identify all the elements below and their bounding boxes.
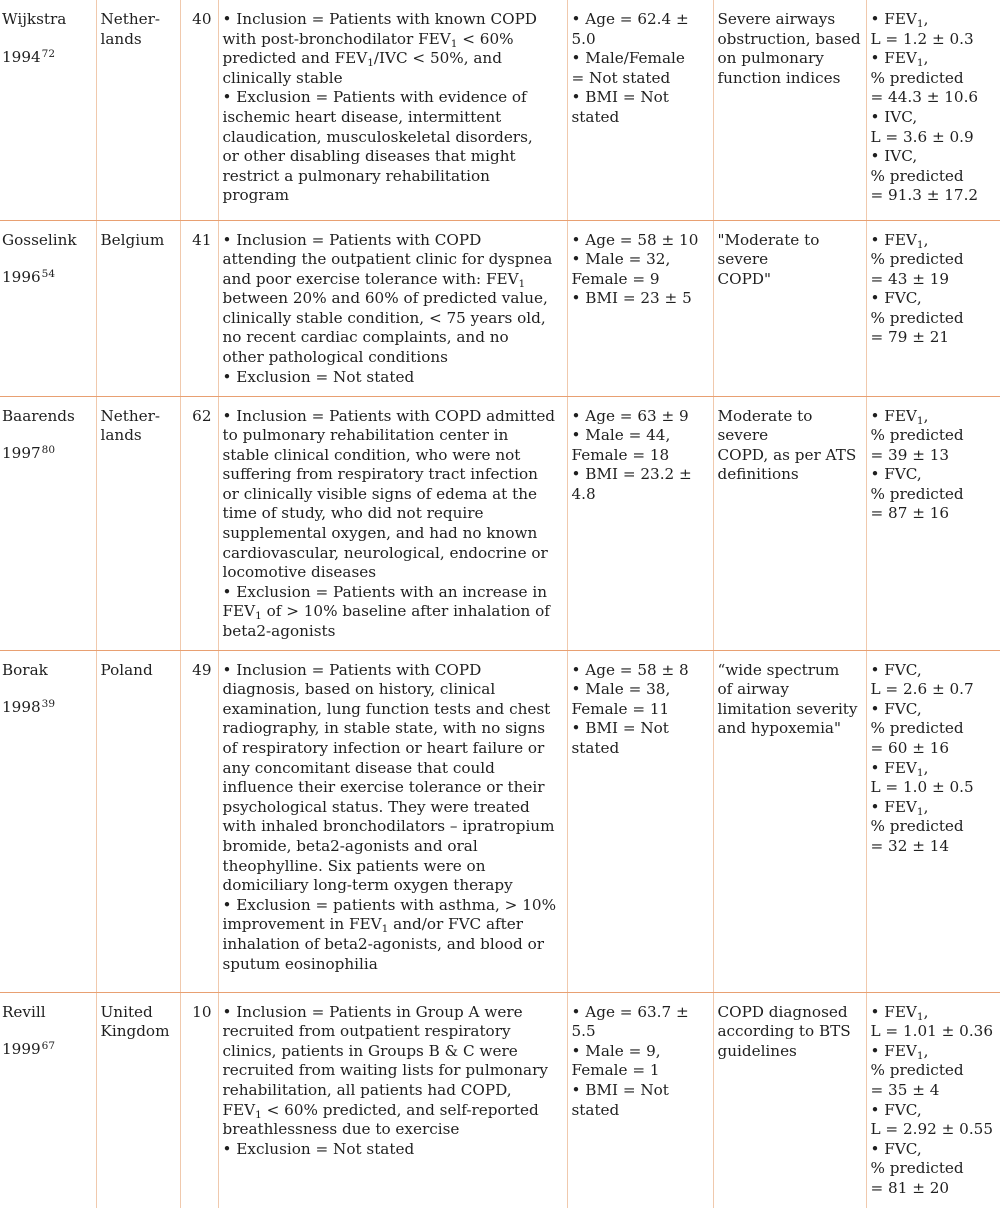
severity-line: limitation severity (717, 699, 858, 718)
criteria-line: • Inclusion = Patients with COPD (222, 660, 482, 679)
country-cell (96, 992, 180, 1208)
criteria-line: • Exclusion = Not stated (222, 367, 415, 386)
lung-function-line: • $FEV_1$, (870, 406, 929, 427)
criteria-line: restrict a pulmonary rehabilitation (222, 166, 490, 185)
criteria-cell (218, 992, 567, 1208)
severity-cell (713, 396, 866, 650)
study-reference: 39 (41, 698, 56, 711)
lung-function-line: • $FEV_1$, (870, 49, 929, 70)
criteria-line: other pathological conditions (222, 348, 448, 367)
lung-function-line: • FVC, (870, 465, 922, 484)
criteria-line: recruited from outpatient respiratory (222, 1022, 511, 1041)
criteria-line: ischemic heart disease, intermittent (222, 107, 502, 126)
lung-function-line: % predicted (870, 484, 964, 503)
subscript: 1 (367, 57, 374, 70)
criteria-line: claudication, musculoskeletal disorders, (222, 127, 533, 146)
study-year: 1994$^{72}$ (2, 47, 56, 66)
demographics-line: = Not stated (571, 68, 671, 87)
lung-function-line: L = 3.6 ± 0.9 (870, 127, 974, 146)
criteria-line: influence their exercise tolerance or their (222, 778, 545, 797)
criteria-line: suffering from respiratory tract infection (222, 465, 538, 484)
criteria-line: • Inclusion = Patients in Group A were (222, 1002, 523, 1021)
criteria-cell (218, 0, 567, 220)
lung-function-line: • FVC, (870, 1139, 922, 1158)
demographics-line: • BMI = Not stated (571, 719, 669, 757)
demographics-line: • Male = 44, (571, 426, 671, 445)
criteria-line: • Inclusion = Patients with COPD (222, 230, 482, 249)
study-reference: 54 (41, 268, 56, 281)
demographics-line: • Male = 32, (571, 250, 671, 269)
table-row (0, 396, 1000, 650)
study-cell (0, 650, 96, 992)
demographics-line: Female = 1 (571, 1061, 660, 1080)
criteria-line: between 20% and 60% of predicted value, (222, 289, 548, 308)
sample-size-cell: 10 (180, 992, 218, 1208)
subscript: 1 (518, 277, 526, 290)
lung-function-cell (866, 220, 1000, 396)
lung-function-line: • $FEV_1$, (870, 230, 929, 251)
demographics-line: • Age = 58 ± 10 (571, 230, 699, 249)
criteria-line: program (222, 186, 290, 205)
lung-function-line: = 81 ± 20 (870, 1178, 950, 1197)
severity-line: COPD" (717, 269, 771, 288)
demographics-line: • Age = 63 ± 9 (571, 406, 689, 425)
lung-function-line: = 43 ± 19 (870, 269, 950, 288)
subscript: 1 (916, 238, 924, 251)
criteria-cell (218, 650, 567, 992)
study-author: Revill (2, 1002, 46, 1021)
lung-function-line: • FVC, (870, 699, 922, 718)
lung-function-line: • $FEV_1$, (870, 1041, 929, 1062)
lung-function-cell (866, 992, 1000, 1208)
criteria-line: of respiratory infection or heart failure or (222, 739, 545, 757)
lung-function-line: L = 2.6 ± 0.7 (870, 680, 974, 699)
lung-function-line: % predicted (870, 166, 964, 185)
criteria-line: any concomitant disease that could (222, 758, 495, 777)
demographics-cell (567, 0, 713, 220)
severity-line: COPD, as per ATS (717, 445, 857, 464)
severity-line: of airway (717, 680, 789, 699)
study-cell (0, 0, 96, 220)
criteria-line: stable clinical condition, who were not (222, 445, 521, 464)
criteria-line: clinically stable (222, 68, 343, 87)
study-author: Gosselink (2, 230, 77, 249)
table-row (0, 0, 1000, 220)
country-line: Nether- (100, 10, 161, 28)
lung-function-line: • $FEV_1$, (870, 758, 929, 779)
subscript: 1 (916, 1049, 924, 1062)
country-cell (96, 650, 180, 992)
lung-function-line: = 60 ± 16 (870, 739, 950, 757)
criteria-line: • Exclusion = Not stated (222, 1139, 415, 1158)
criteria-line: beta2-agonists (222, 622, 336, 641)
criteria-line: $FEV_1 < 60\%$ predicted, and self-reported (222, 1100, 539, 1121)
lung-function-cell (866, 0, 1000, 220)
study-year: 1996$^{54}$ (2, 268, 56, 287)
criteria-line: and poor exercise tolerance with: $FEV_1$ (222, 269, 526, 290)
lung-function-line: • $FEV_1$, (870, 1002, 929, 1023)
study-year: 1997$^{80}$ (2, 444, 56, 463)
severity-cell (713, 0, 866, 220)
criteria-line: locomotive diseases (222, 563, 377, 582)
table-row (0, 220, 1000, 396)
criteria-line: recruited from waiting lists for pulmonary (222, 1061, 548, 1080)
criteria-line: • Exclusion = patients with asthma, > 10% (222, 895, 556, 914)
lung-function-line: L = 2.92 ± 0.55 (870, 1120, 993, 1139)
study-year: 1999$^{67}$ (2, 1040, 56, 1059)
severity-cell (713, 650, 866, 992)
demographics-line: Female = 18 (571, 445, 670, 464)
criteria-line: • Exclusion = Patients with evidence of (222, 88, 527, 107)
demographics-line: • BMI = Not stated (571, 1081, 669, 1119)
criteria-line: time of study, who did not require (222, 504, 484, 523)
criteria-line: $FEV_1$ of > 10% baseline after inhalation of (222, 602, 550, 623)
lung-function-line: % predicted (870, 308, 964, 327)
study-author: Wijkstra (2, 10, 67, 28)
severity-line: obstruction, based (717, 29, 861, 48)
demographics-line: • BMI = Not stated (571, 88, 669, 126)
subscript: 1 (916, 1010, 924, 1023)
lung-function-line: % predicted (870, 719, 964, 738)
criteria-line: examination, lung function tests and chest (222, 699, 551, 718)
criteria-line: domiciliary long-term oxygen therapy (222, 876, 513, 895)
study-cell (0, 992, 96, 1208)
criteria-line: or clinically visible signs of edema at the (222, 484, 537, 503)
lung-function-line: = 79 ± 21 (870, 328, 950, 347)
study-author: Borak (2, 660, 48, 679)
lung-function-line: % predicted (870, 68, 964, 87)
subscript: 1 (255, 1108, 262, 1121)
lung-function-line: = 87 ± 16 (870, 504, 950, 523)
criteria-cell (218, 220, 567, 396)
criteria-line: clinics, patients in Groups B & C were (222, 1041, 518, 1060)
severity-line: definitions (717, 465, 799, 484)
country-cell (96, 0, 180, 220)
subscript: 1 (916, 766, 924, 779)
lung-function-line: % predicted (870, 250, 964, 269)
subscript: 1 (450, 37, 458, 50)
country-line: Poland (100, 660, 153, 679)
criteria-line: • Inclusion = Patients with COPD admitted (222, 406, 556, 425)
criteria-line: supplemental oxygen, and had no known (222, 524, 538, 543)
sample-size-cell: 40 (180, 0, 218, 220)
criteria-line: predicted and $FEV_1$/IVC < 50%, and (222, 49, 502, 70)
criteria-line: rehabilitation, all patients had COPD, (222, 1081, 512, 1099)
severity-line: Severe airways (717, 10, 836, 28)
subscript: 1 (916, 805, 924, 818)
demographics-cell (567, 992, 713, 1208)
sample-size-cell: 49 (180, 650, 218, 992)
criteria-line: clinically stable condition, < 75 years old, (222, 308, 546, 327)
criteria-line: theophylline. Six patients were on (222, 856, 486, 875)
criteria-line: • Exclusion = Patients with an increase in (222, 582, 548, 601)
study-author: Baarends (2, 406, 75, 425)
subscript: 1 (916, 414, 924, 427)
study-cell (0, 220, 96, 396)
criteria-line: • Inclusion = Patients with known COPD (222, 10, 537, 28)
subscript: 1 (916, 18, 924, 30)
lung-function-line: % predicted (870, 1159, 964, 1178)
severity-line: and hypoxemia" (717, 719, 841, 738)
lung-function-line: • FVC, (870, 660, 922, 679)
severity-cell (713, 220, 866, 396)
sample-size-cell: 62 (180, 396, 218, 650)
demographics-line: • Male = 9, (571, 1041, 661, 1060)
country-cell (96, 396, 180, 650)
country-line: Belgium (100, 230, 165, 249)
country-line: Kingdom (100, 1022, 170, 1041)
lung-function-cell (866, 650, 1000, 992)
lung-function-line: = 35 ± 4 (870, 1081, 940, 1099)
criteria-line: no recent cardiac complaints, and no (222, 328, 509, 347)
demographics-line: • Age = 62.4 ± 5.0 (571, 10, 689, 48)
demographics-line: • Age = 58 ± 8 (571, 660, 689, 679)
country-cell (96, 220, 180, 396)
lung-function-line: • IVC, (870, 147, 918, 166)
country-line: Nether- (100, 406, 161, 425)
severity-line: Moderate to severe (717, 406, 813, 445)
lung-function-line: % predicted (870, 817, 964, 836)
lung-function-line: % predicted (870, 426, 964, 445)
criteria-line: to pulmonary rehabilitation center in (222, 426, 509, 445)
demographics-line: Female = 9 (571, 269, 660, 288)
criteria-line: diagnosis, based on history, clinical (222, 680, 496, 699)
severity-line: “wide spectrum (717, 660, 840, 679)
table-row (0, 650, 1000, 992)
lung-function-line: = 32 ± 14 (870, 836, 950, 855)
criteria-line: improvement in $FEV_1$ and/or FVC after (222, 915, 524, 936)
lung-function-line: % predicted (870, 1061, 964, 1080)
lung-function-line: = 39 ± 13 (870, 445, 950, 464)
lung-function-line: L = 1.01 ± 0.36 (870, 1022, 993, 1041)
criteria-line: or other disabling diseases that might (222, 147, 516, 166)
lung-function-cell (866, 396, 1000, 650)
demographics-line: • BMI = 23.2 ± 4.8 (571, 465, 692, 503)
severity-line: guidelines (717, 1041, 797, 1060)
criteria-line: bromide, beta2-agonists and oral (222, 836, 478, 855)
lung-function-line: • FVC, (870, 1100, 922, 1119)
severity-line: COPD diagnosed (717, 1002, 848, 1021)
demographics-cell (567, 396, 713, 650)
severity-cell (713, 992, 866, 1208)
subscript: 1 (381, 923, 389, 936)
study-reference: 80 (41, 444, 56, 457)
criteria-line: psychological status. They were treated (222, 797, 530, 816)
criteria-line: attending the outpatient clinic for dyspnea (222, 250, 553, 269)
lung-function-line: = 44.3 ± 10.6 (870, 88, 979, 107)
demographics-cell (567, 220, 713, 396)
sample-size-cell: 41 (180, 220, 218, 396)
country-line: lands (100, 426, 142, 445)
lung-function-line: • $FEV_1$, (870, 797, 929, 818)
table-row (0, 992, 1000, 1208)
country-line: United (100, 1002, 153, 1021)
severity-line: function indices (717, 68, 841, 87)
lung-function-line: • FVC, (870, 289, 922, 308)
demographics-line: • Age = 63.7 ± 5.5 (571, 1002, 689, 1041)
lung-function-line: L = 1.0 ± 0.5 (870, 778, 974, 797)
subscript: 1 (916, 57, 924, 70)
study-cell (0, 396, 96, 650)
subscript: 1 (255, 610, 262, 623)
lung-function-line: L = 1.2 ± 0.3 (870, 29, 974, 48)
demographics-line: • Male/Female (571, 49, 685, 68)
study-reference: 72 (41, 47, 56, 60)
criteria-line: radiography, in stable state, with no signs (222, 719, 546, 738)
lung-function-line: = 91.3 ± 17.2 (870, 186, 979, 205)
severity-line: on pulmonary (717, 49, 824, 68)
lung-function-line: • IVC, (870, 107, 918, 126)
criteria-cell (218, 396, 567, 650)
criteria-line: with inhaled bronchodilators – ipratropium (222, 817, 555, 836)
demographics-line: Female = 11 (571, 699, 670, 718)
demographics-line: • Male = 38, (571, 680, 671, 699)
country-line: lands (100, 29, 142, 48)
study-reference: 67 (41, 1040, 56, 1053)
criteria-line: breathlessness due to exercise (222, 1120, 460, 1139)
severity-line: according to BTS (717, 1022, 851, 1041)
severity-line: "Moderate to severe (717, 230, 820, 269)
criteria-line: inhalation of beta2-agonists, and blood or (222, 934, 544, 953)
demographics-cell (567, 650, 713, 992)
lung-function-line: • $FEV_1$, (870, 10, 929, 30)
study-year: 1998$^{39}$ (2, 698, 56, 717)
demographics-line: • BMI = 23 ± 5 (571, 289, 692, 308)
criteria-line: cardiovascular, neurological, endocrine or (222, 543, 548, 562)
criteria-line: with post-bronchodilator $FEV_1 < 60\%$ (222, 29, 514, 50)
criteria-line: sputum eosinophilia (222, 954, 378, 973)
